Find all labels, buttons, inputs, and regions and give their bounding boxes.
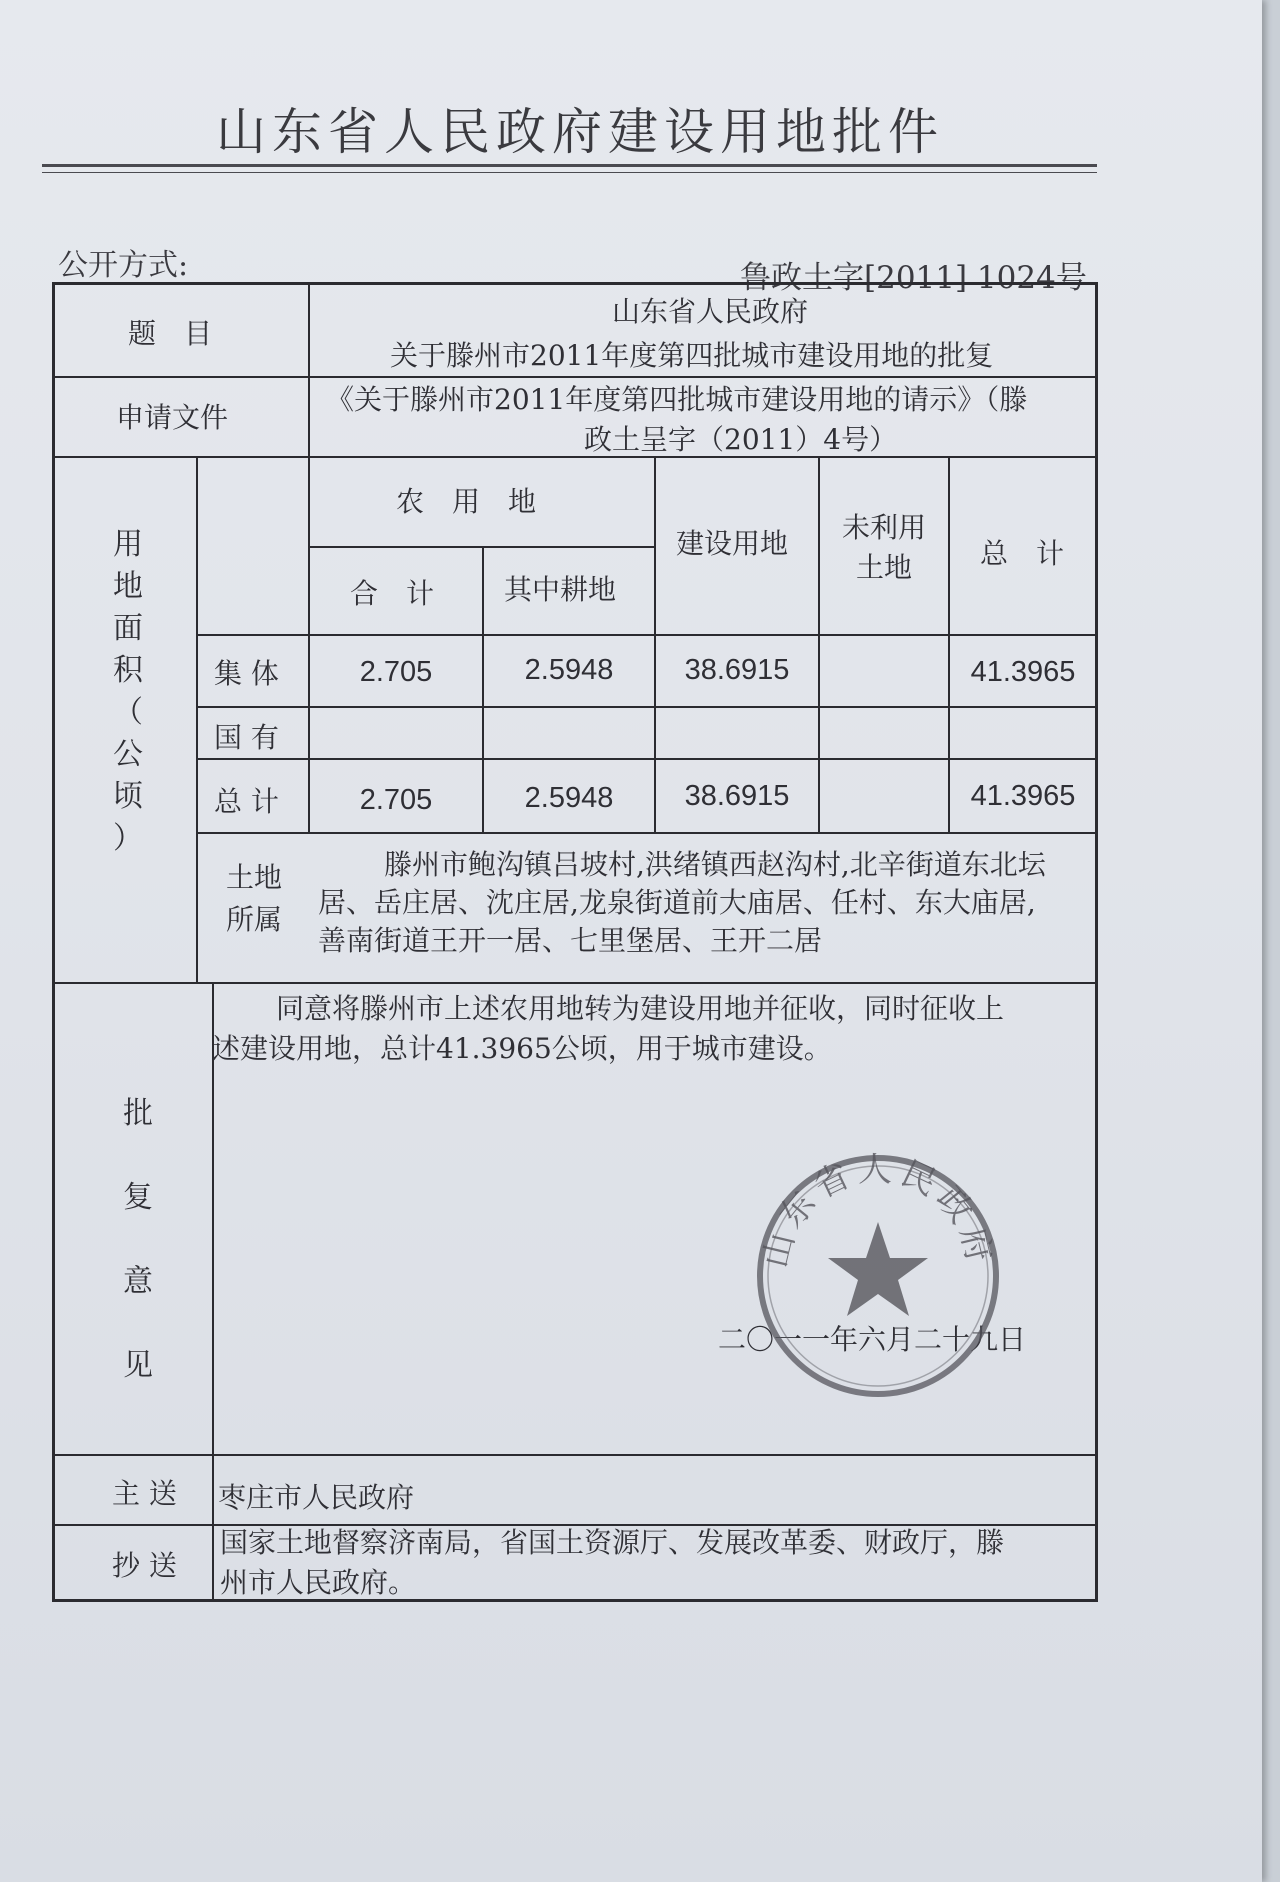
cc-label: 抄 送 xyxy=(112,1549,177,1582)
application-line-2: 政土呈字（2011）4号） xyxy=(584,423,898,456)
document-title: 山东省人民政府建设用地批件 xyxy=(216,103,944,161)
ownership-line-2: 居、岳庄居、沈庄居,龙泉街道前大庙居、任村、东大庙居, xyxy=(318,886,1036,919)
ownership-line-1: 滕州市鲍沟镇吕坡村,洪绪镇西赵沟村,北辛街道东北坛 xyxy=(384,848,1046,881)
header-construction: 建设用地 xyxy=(676,527,789,560)
cell-collective-construction: 38.6915 xyxy=(684,654,790,686)
cc-line-2: 州市人民政府。 xyxy=(220,1566,417,1599)
application-label: 申请文件 xyxy=(116,401,229,434)
main-recipient-label: 主 送 xyxy=(112,1477,177,1510)
approval-text-line-1: 同意将滕州市上述农用地转为建设用地并征收，同时征收上 xyxy=(276,992,1005,1025)
subject-line-2: 关于滕州市2011年度第四批城市建设用地的批复 xyxy=(390,339,994,372)
header-unused-line-1: 未利用 xyxy=(842,511,927,544)
ownership-line-3: 善南街道王开一居、七里堡居、王开二居 xyxy=(318,924,823,957)
row-divider xyxy=(52,982,1098,984)
row-label-state: 国 有 xyxy=(214,721,279,754)
column-divider xyxy=(308,282,310,456)
ownership-label-1: 土地 xyxy=(226,861,283,894)
row-label-collective: 集 体 xyxy=(214,657,279,690)
column-divider xyxy=(308,456,310,832)
seal-star-icon xyxy=(828,1222,928,1316)
cc-line-1: 国家土地督察济南局，省国土资源厅、发展改革委、财政厅，滕 xyxy=(220,1526,1005,1559)
row-divider xyxy=(52,456,1098,458)
official-seal xyxy=(752,1150,1004,1402)
seal-text: 山东省人民政府 xyxy=(755,1150,1001,1272)
approval-opinion-label: 批 复 意 见 xyxy=(123,1096,153,1383)
cell-total-total: 41.3965 xyxy=(970,780,1076,812)
application-line-1: 《关于滕州市2011年度第四批城市建设用地的请示》（滕 xyxy=(326,383,1028,416)
header-unused-line-2: 土地 xyxy=(856,551,913,584)
row-divider xyxy=(196,634,1098,636)
header-agricultural: 农 用 地 xyxy=(396,485,537,518)
header-cultivated: 其中耕地 xyxy=(504,573,617,606)
column-divider xyxy=(818,456,820,832)
ownership-label-2: 所属 xyxy=(226,903,283,936)
approval-date: 二〇一一年六月二十九日 xyxy=(718,1323,1027,1356)
cell-collective-cultivated: 2.5948 xyxy=(524,654,614,686)
main-recipient-value: 枣庄市人民政府 xyxy=(218,1481,415,1514)
row-label-total: 总 计 xyxy=(214,785,279,818)
title-rule-thin xyxy=(42,172,1097,173)
subject-line-1: 山东省人民政府 xyxy=(612,295,809,328)
title-rule-thick xyxy=(42,164,1097,167)
cell-collective-total: 41.3965 xyxy=(970,656,1076,688)
publication-mode-label: 公开方式: xyxy=(58,248,189,283)
cell-total-subtotal: 2.705 xyxy=(359,784,433,816)
cell-total-cultivated: 2.5948 xyxy=(524,782,614,814)
document-number: 鲁政土字[2011] 1024号 xyxy=(740,260,1087,296)
column-divider xyxy=(654,456,656,832)
cell-collective-subtotal: 2.705 xyxy=(359,656,433,688)
cell-total-construction: 38.6915 xyxy=(684,780,790,812)
row-divider xyxy=(196,832,1098,834)
column-divider xyxy=(212,982,214,1602)
column-divider xyxy=(948,456,950,832)
approval-text-line-2: 述建设用地，总计41.3965公顷，用于城市建设。 xyxy=(212,1032,832,1065)
column-divider xyxy=(196,456,198,982)
land-area-label: 用 地 面 积 （ 公 顷 ） xyxy=(113,527,143,856)
header-subtotal: 合 计 xyxy=(350,577,435,610)
row-divider xyxy=(196,706,1098,708)
row-divider xyxy=(52,1454,1098,1456)
row-divider xyxy=(308,546,654,548)
header-total: 总 计 xyxy=(980,537,1065,570)
row-divider xyxy=(196,758,1098,760)
subject-label: 题 目 xyxy=(128,317,213,350)
